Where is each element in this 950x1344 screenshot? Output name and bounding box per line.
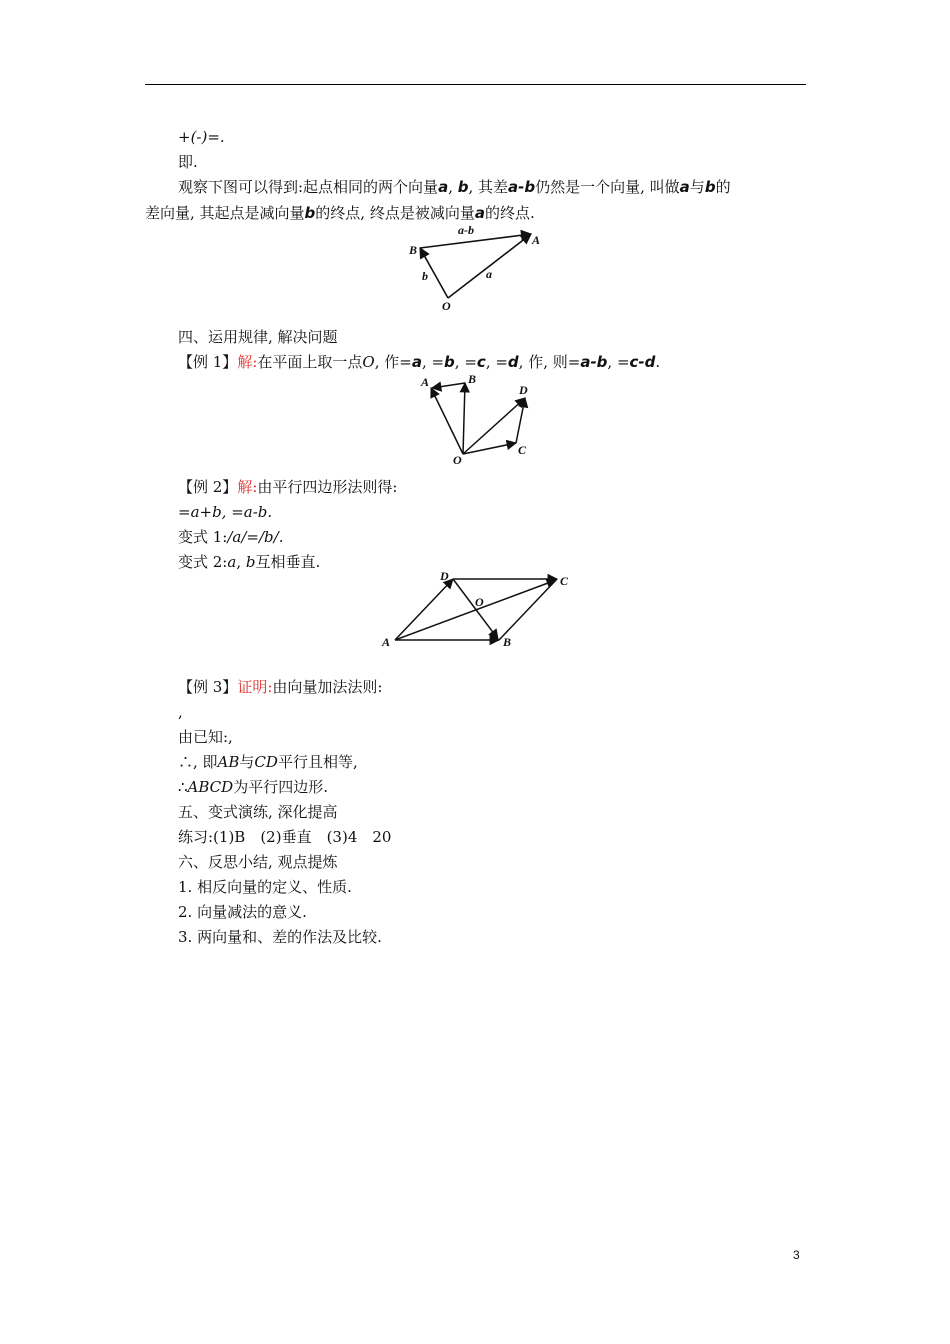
label-A: A bbox=[382, 635, 391, 649]
label-a: a bbox=[486, 267, 492, 281]
section-heading-6: 六、反思小结, 观点提炼 bbox=[178, 853, 338, 871]
vector-AD bbox=[395, 579, 453, 640]
label-B: B bbox=[468, 372, 477, 386]
edge-BC bbox=[499, 579, 557, 640]
label-A: A bbox=[532, 233, 541, 247]
vector-BA bbox=[432, 383, 465, 388]
practice-line: 练习:(1)B (2)垂直 (3)4 20 bbox=[178, 828, 392, 846]
label-O: O bbox=[453, 453, 462, 467]
example-1-line: 【例 1】解:在平面上取一点O, 作=a, =b, =c, =d, 作, 则=a-b, =c-d. bbox=[178, 353, 661, 371]
paragraph-line-2: 差向量, 其起点是减向量b的终点, 终点是被减向量a的终点. bbox=[145, 204, 535, 222]
label-B: B bbox=[503, 635, 512, 649]
label-B: B bbox=[409, 243, 418, 257]
label-D: D bbox=[440, 569, 449, 583]
label-C: C bbox=[518, 443, 527, 457]
label-O: O bbox=[442, 299, 451, 313]
label-D: D bbox=[519, 383, 528, 397]
figure-parallelogram bbox=[375, 568, 580, 653]
label-A: A bbox=[421, 375, 430, 389]
summary-item-1: 1. 相反向量的定义、性质. bbox=[178, 878, 352, 896]
vector-DB bbox=[453, 579, 498, 639]
therefore-line-2: ∴ABCD为平行四边形. bbox=[178, 778, 328, 796]
label-b: b bbox=[422, 269, 428, 283]
formula-line: +(-)=. bbox=[178, 128, 225, 146]
figure-four-vectors bbox=[415, 370, 545, 470]
summary-item-2: 2. 向量减法的意义. bbox=[178, 903, 307, 921]
figure-vector-difference bbox=[400, 220, 560, 320]
vector-OB bbox=[463, 383, 465, 454]
vector-OD bbox=[463, 398, 525, 454]
vector-OC bbox=[463, 443, 516, 454]
text-line: , bbox=[178, 703, 183, 721]
variant-2-line: 变式 2:a, b互相垂直. bbox=[178, 553, 321, 571]
page-number: 3 bbox=[793, 1248, 800, 1262]
example-2-line: 【例 2】解:由平行四边形法则得: bbox=[178, 478, 398, 496]
header-rule bbox=[145, 84, 806, 85]
variant-1-line: 变式 1:/a/=/b/. bbox=[178, 528, 284, 546]
vector-OA bbox=[431, 388, 463, 454]
formula-line: =a+b, =a-b. bbox=[178, 503, 273, 521]
paragraph-line-1: 观察下图可以得到:起点相同的两个向量a, b, 其差a-b仍然是一个向量, 叫做a与b的 bbox=[178, 178, 731, 196]
label-a-minus-b: a-b bbox=[458, 223, 474, 237]
example-3-line: 【例 3】证明:由向量加法法则: bbox=[178, 678, 383, 696]
section-heading-5: 五、变式演练, 深化提高 bbox=[178, 803, 338, 821]
summary-item-3: 3. 两向量和、差的作法及比较. bbox=[178, 928, 382, 946]
therefore-line-1: ∴, 即AB与CD平行且相等, bbox=[178, 753, 358, 771]
text-line: 即. bbox=[178, 153, 198, 171]
label-O: O bbox=[475, 595, 484, 609]
text-line: 由已知:, bbox=[178, 728, 233, 746]
label-C: C bbox=[560, 574, 569, 588]
section-heading-4: 四、运用规律, 解决问题 bbox=[178, 328, 338, 346]
